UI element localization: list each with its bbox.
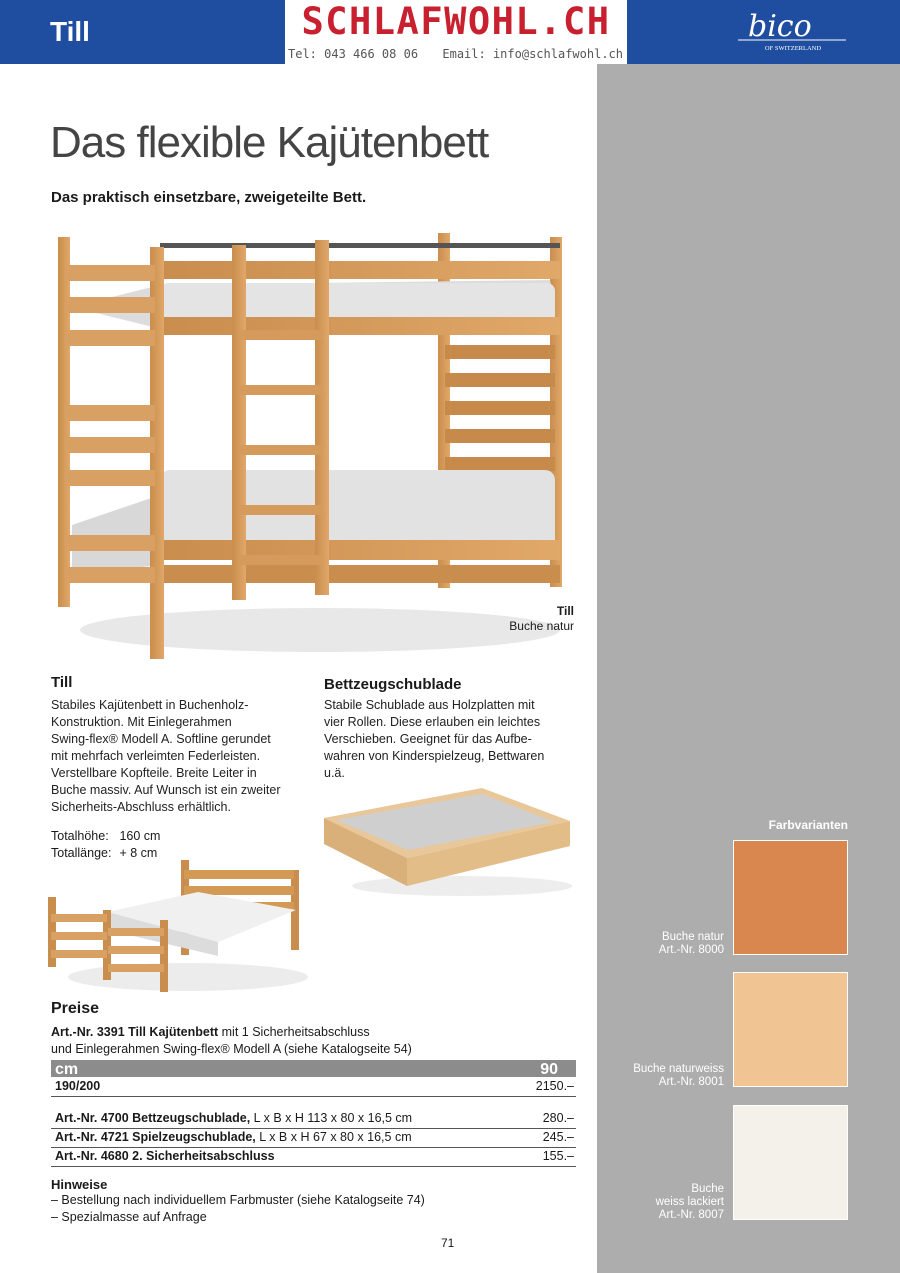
desc-line: mit mehrfach verleimten Federleisten. [51, 749, 261, 763]
drawer-title: Bettzeugschublade [324, 676, 462, 693]
extra-bold: Art.-Nr. 4700 Bettzeugschublade, [55, 1111, 251, 1125]
dimension-label: Totallänge: [51, 846, 112, 860]
subtitle: Das praktisch einsetzbare, zweigeteilte Bett. [51, 189, 367, 206]
desc-line: Verschieben. Geeignet für das Aufbe- [324, 732, 532, 746]
dimension-value: 160 cm [119, 829, 161, 843]
extra-rest: L x B x H 113 x 80 x 16,5 cm [250, 1111, 413, 1125]
product-description [51, 697, 281, 816]
color-variants-title: Farbvarianten [768, 818, 848, 832]
header-width: 90 [540, 1061, 558, 1078]
shop-banner[interactable] [285, 0, 627, 64]
brand-tagline: OF SWITZERLAND [764, 45, 822, 52]
row-price: 2150.– [535, 1079, 574, 1093]
dimension-label: Totalhöhe: [51, 829, 109, 843]
shop-phone: Tel: 043 466 08 06 [288, 47, 419, 61]
dimension-value: + 8 cm [119, 846, 158, 860]
desc-line: Swing-flex® Modell A. Softline gerundet [51, 732, 271, 746]
extra-row [51, 1129, 576, 1148]
swatch-name-2: weiss lackiert [655, 1196, 724, 1208]
headline: Das flexible Kajütenbett [50, 118, 489, 167]
shop-email[interactable]: Email: info@schlafwohl.ch [442, 47, 623, 61]
price-intro-rest: mit 1 Sicherheitsabschluss [218, 1025, 370, 1039]
price-intro-line2: und Einlegerahmen Swing-flex® Modell A (siehe Katalogseite 54) [51, 1042, 412, 1056]
bico-logo [738, 8, 848, 56]
price-intro [51, 1024, 370, 1040]
drawer-image [322, 786, 572, 901]
color-swatch-buche-weiss[interactable] [733, 1105, 848, 1220]
price-table-row [51, 1078, 576, 1097]
extra-price: 245.– [542, 1130, 574, 1144]
extra-price: 155.– [542, 1149, 574, 1163]
swatch-name: Buche natur [661, 931, 724, 943]
swatch-label [633, 1063, 724, 1089]
header-cm: cm [55, 1061, 79, 1078]
extra-row [51, 1148, 576, 1167]
dimension-row [51, 828, 168, 845]
image-caption [509, 604, 574, 634]
row-size: 190/200 [55, 1079, 101, 1093]
swatch-article: Art.-Nr. 8000 [658, 944, 724, 956]
desc-line: Stabiles Kajütenbett in Buchenholz- [51, 698, 249, 712]
double-bed-image [48, 852, 308, 997]
swatch-name: Buche naturweiss [633, 1063, 724, 1075]
desc-line: wahren von Kinderspielzeug, Bettwaren [324, 749, 545, 763]
product-title: Till [51, 674, 73, 691]
swatch-name: Buche [691, 1183, 724, 1195]
extra-rest: L x B x H 67 x 80 x 16,5 cm [255, 1130, 412, 1144]
price-intro-bold: Art.-Nr. 3391 Till Kajütenbett [51, 1025, 219, 1039]
desc-line: Stabile Schublade aus Holzplatten mit [324, 698, 535, 712]
brand-name: bico [748, 9, 812, 44]
desc-line: Verstellbare Kopfteile. Breite Leiter in [51, 766, 257, 780]
drawer-description [324, 697, 544, 782]
note-item: – Spezialmasse auf Anfrage [51, 1210, 207, 1224]
extra-bold: Art.-Nr. 4721 Spielzeugschublade, [55, 1130, 256, 1144]
color-swatch-buche-naturweiss[interactable] [733, 972, 848, 1087]
extra-bold: Art.-Nr. 4680 2. Sicherheitsabschluss [55, 1149, 275, 1163]
shop-name: SCHLAFWOHL.CH [301, 0, 611, 43]
sidebar [597, 64, 900, 1273]
desc-line: Sicherheits-Abschluss erhältlich. [51, 800, 231, 814]
bunk-bed-image [50, 225, 570, 665]
note-item: – Bestellung nach individuellem Farbmuster (siehe Katalogseite 74) [51, 1193, 425, 1207]
caption-name: Till [556, 604, 574, 618]
color-swatch-buche-natur[interactable] [733, 840, 848, 955]
swatch-label [656, 1183, 724, 1222]
extra-row [51, 1110, 576, 1129]
caption-variant: Buche natur [509, 619, 574, 633]
page-number: 71 [441, 1236, 455, 1250]
extra-price: 280.– [542, 1111, 574, 1125]
desc-line: vier Rollen. Diese erlauben ein leichtes [324, 715, 541, 729]
desc-line: Buche massiv. Auf Wunsch ist ein zweiter [51, 783, 281, 797]
swatch-label [659, 931, 724, 957]
page-title: Till [50, 16, 90, 47]
notes-title: Hinweise [51, 1177, 108, 1192]
swatch-article: Art.-Nr. 8007 [658, 1209, 724, 1221]
swatch-article: Art.-Nr. 8001 [658, 1076, 724, 1088]
prices-title: Preise [51, 1000, 100, 1017]
desc-line: Konstruktion. Mit Einlegerahmen [51, 715, 232, 729]
price-table-header [51, 1060, 576, 1077]
desc-line: u.ä. [324, 766, 345, 780]
